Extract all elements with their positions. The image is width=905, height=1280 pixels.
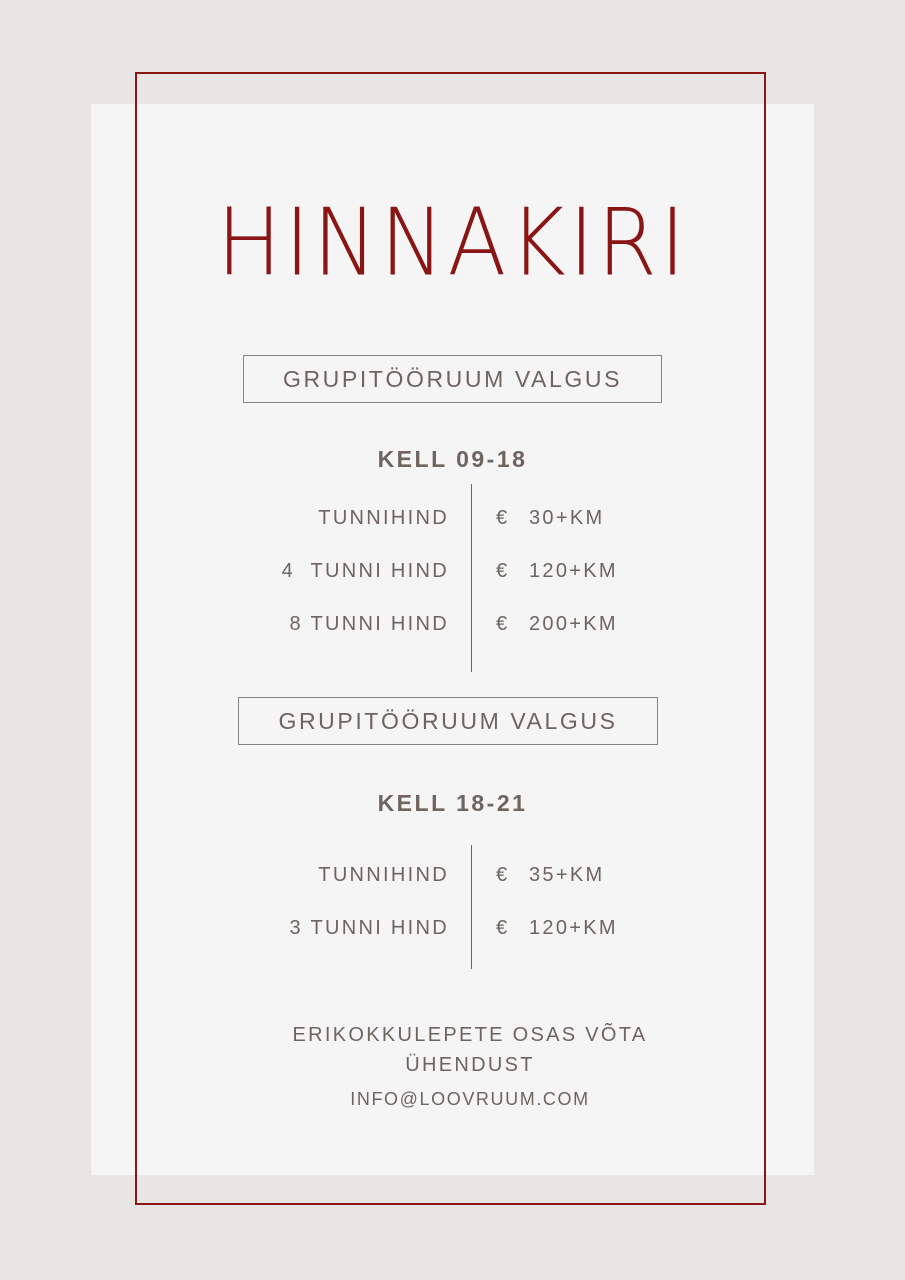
euro-sign: € (496, 864, 510, 886)
price-row-label: 4 TUNNI HIND (281, 560, 449, 582)
price-value: 35+KM (529, 864, 605, 886)
contact-note (270, 1020, 670, 1080)
page-title: HINNAKIRI (216, 189, 689, 297)
price-row (0, 864, 905, 894)
price-row (0, 560, 905, 590)
price-row-label: TUNNIHIND (318, 864, 449, 886)
price-value: 120+KM (529, 560, 618, 582)
contact-note-line2: ÜHENDUST (405, 1054, 535, 1076)
time-label-1: KELL 09-18 (377, 446, 528, 472)
time-label-2: KELL 18-21 (377, 790, 528, 816)
contact-email[interactable]: INFO@LOOVRUUM.COM (350, 1089, 590, 1109)
price-row-label: 8 TUNNI HIND (289, 613, 449, 635)
room-label-2: GRUPITÖÖRUUM VALGUS (238, 697, 658, 745)
euro-sign: € (496, 917, 510, 939)
price-row (0, 917, 905, 947)
price-value: 200+KM (529, 613, 618, 635)
price-row-label: TUNNIHIND (318, 507, 449, 529)
euro-sign: € (496, 613, 510, 635)
price-value: 30+KM (529, 507, 605, 529)
price-value: 120+KM (529, 917, 618, 939)
price-row-label: 3 TUNNI HIND (289, 917, 449, 939)
room-label-1: GRUPITÖÖRUUM VALGUS (243, 355, 662, 403)
price-row (0, 507, 905, 537)
euro-sign: € (496, 560, 510, 582)
price-row (0, 613, 905, 643)
euro-sign: € (496, 507, 510, 529)
contact-note-line1: ERIKOKKULEPETE OSAS VÕTA (292, 1024, 648, 1046)
